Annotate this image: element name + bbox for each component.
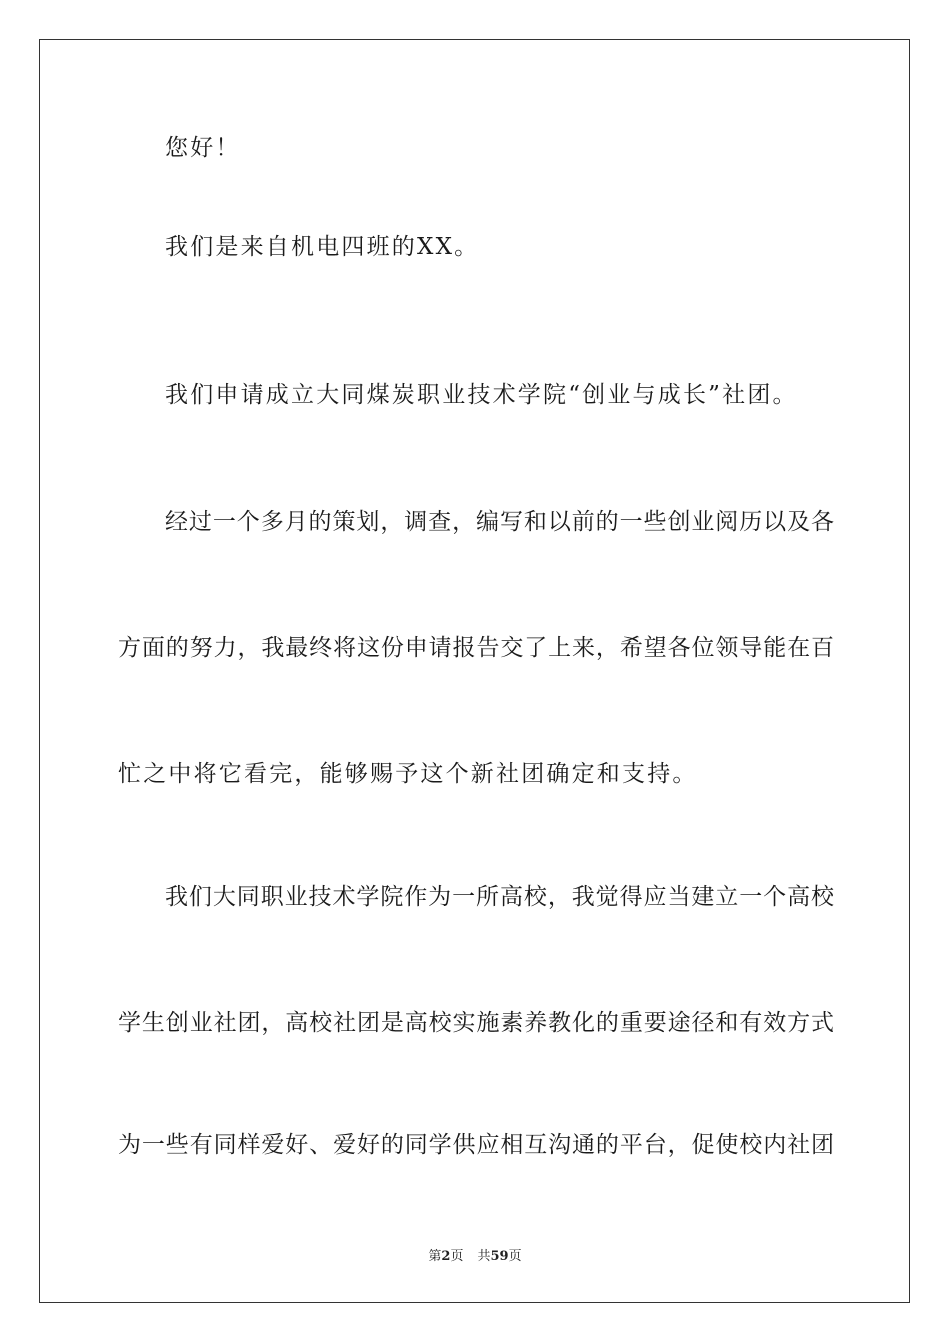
footer-total-number: 59: [490, 1249, 509, 1264]
text-line-paragraph-1c: 忙之中将它看完，能够赐予这个新社团确定和支持。: [118, 761, 698, 787]
footer-page-suffix: 页: [450, 1249, 464, 1264]
text-line-application: 我们申请成立大同煤炭职业技术学院“创业与成长”社团。: [165, 382, 798, 408]
text-line-paragraph-2c: 为一些有同样爱好、爱好的同学供应相互沟通的平台，促使校内社团: [118, 1132, 834, 1158]
text-line-paragraph-1a: 经过一个多月的策划，调查，编写和以前的一些创业阅历以及各: [165, 509, 834, 535]
footer-page-number: 2: [441, 1249, 451, 1264]
text-line-greeting: 您好！: [165, 135, 241, 161]
page-footer: [0, 1248, 950, 1266]
text-line-intro: 我们是来自机电四班的XX。: [165, 234, 480, 260]
text-line-paragraph-2b: 学生创业社团，高校社团是高校实施素养教化的重要途径和有效方式: [118, 1010, 834, 1036]
text-line-paragraph-1b: 方面的努力，我最终将这份申请报告交了上来，希望各位领导能在百: [118, 635, 834, 661]
footer-total-prefix: 共: [477, 1249, 491, 1264]
footer-page-prefix: 第: [428, 1249, 442, 1264]
page-border: [39, 39, 910, 1303]
footer-total-suffix: 页: [508, 1249, 522, 1264]
text-line-paragraph-2a: 我们大同职业技术学院作为一所高校，我觉得应当建立一个高校: [165, 884, 834, 910]
